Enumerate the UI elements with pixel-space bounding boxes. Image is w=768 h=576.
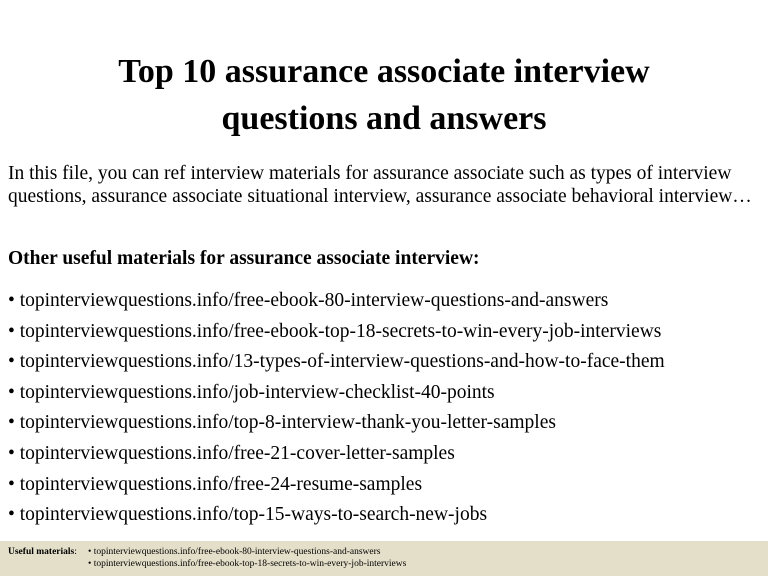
- materials-link[interactable]: • topinterviewquestions.info/job-interview-checklist-40-points: [8, 381, 495, 403]
- footer-label-text: Useful materials: [8, 547, 75, 557]
- materials-link[interactable]: • topinterviewquestions.info/13-types-of-interview-questions-and-how-to-face-them: [8, 351, 665, 373]
- intro-paragraph: In this file, you can ref interview materials for assurance associate such as types of interview questions, assurance associate situational interview, assurance associate behavioral interview…: [8, 163, 752, 207]
- materials-link[interactable]: • topinterviewquestions.info/free-ebook-80-interview-questions-and-answers: [8, 290, 609, 311]
- materials-link[interactable]: • topinterviewquestions.info/free-24-resume-samples: [8, 473, 423, 495]
- footer-link[interactable]: • topinterviewquestions.info/free-ebook-top-18-secrets-to-win-every-job-interviews: [88, 559, 407, 569]
- slide-title: [0, 48, 768, 142]
- materials-link[interactable]: • topinterviewquestions.info/free-21-cover-letter-samples: [8, 442, 455, 464]
- footer-label-colon: :: [74, 547, 77, 557]
- slide-title-line-2: questions and answers: [221, 100, 547, 137]
- materials-link-list: [8, 289, 665, 534]
- materials-link[interactable]: • topinterviewquestions.info/top-8-interview-thank-you-letter-samples: [8, 412, 556, 434]
- slide-title-line-1: Top 10 assurance associate interview: [118, 53, 650, 90]
- footer-label: [8, 546, 77, 558]
- footer-bar: [0, 541, 768, 576]
- materials-link[interactable]: • topinterviewquestions.info/free-ebook-top-18-secrets-to-win-every-job-interviews: [8, 320, 662, 342]
- footer-link[interactable]: • topinterviewquestions.info/free-ebook-80-interview-questions-and-answers: [88, 547, 381, 557]
- footer-link-list: [88, 546, 406, 570]
- materials-heading: Other useful materials for assurance associate interview:: [8, 248, 480, 269]
- materials-link[interactable]: • topinterviewquestions.info/top-15-ways-to-search-new-jobs: [8, 504, 488, 526]
